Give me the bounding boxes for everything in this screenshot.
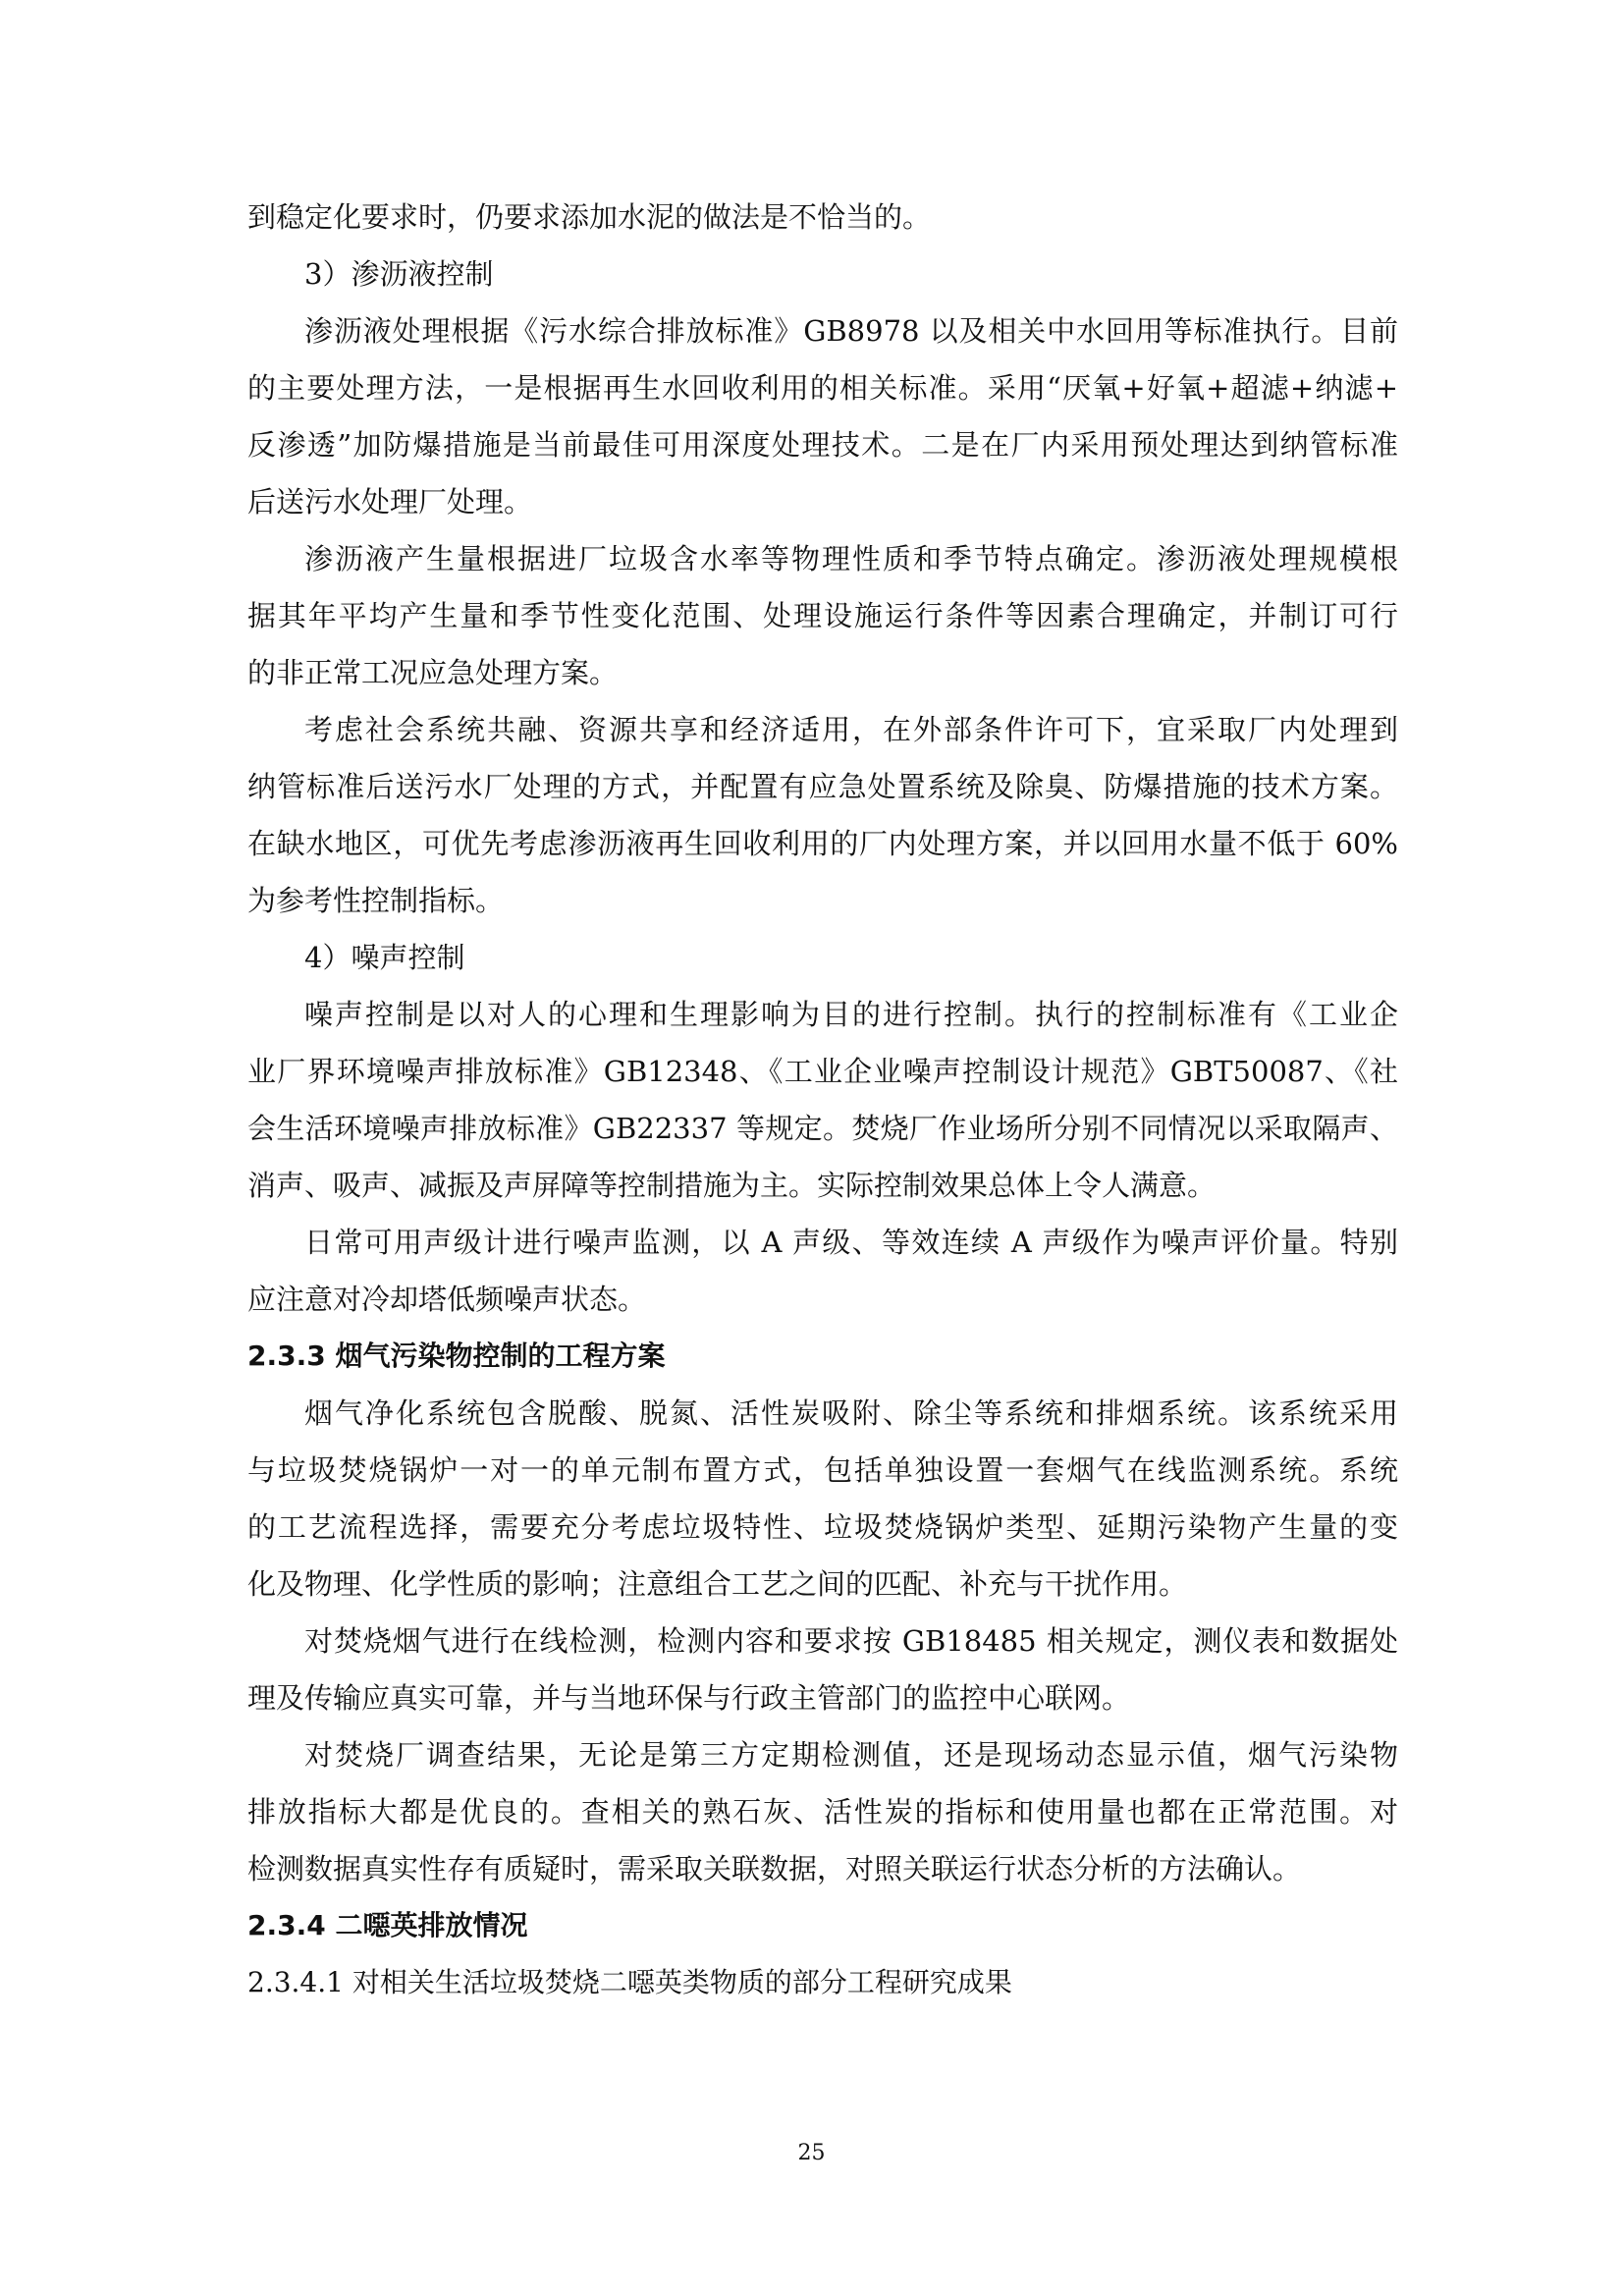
text-line: 排放指标大都是优良的。查相关的熟石灰、活性炭的指标和使用量也都在正常范围。对 [247,1795,1398,1829]
text-line: 后送污水处理厂处理。 [247,485,533,519]
text-line: 在缺水地区，可优先考虑渗沥液再生回收利用的厂内处理方案，并以回用水量不低于 60% [247,827,1398,860]
text-line: 消声、吸声、减振及声屏障等控制措施为主。实际控制效果总体上令人满意。 [247,1169,1217,1202]
text-line: 纳管标准后送污水厂处理的方式，并配置有应急处置系统及除臭、防爆措施的技术方案。 [247,770,1398,803]
text-line: 对焚烧厂调查结果，无论是第三方定期检测值，还是现场动态显示值，烟气污染物 [304,1738,1398,1772]
text-line: 日常可用声级计进行噪声监测，以 A 声级、等效连续 A 声级作为噪声评价量。特别 [304,1226,1398,1259]
text-line: 噪声控制是以对人的心理和生理影响为目的进行控制。执行的控制标准有《工业企 [304,998,1398,1031]
text-line: 的非正常工况应急处理方案。 [247,656,619,689]
text-line: 理及传输应真实可靠，并与当地环保与行政主管部门的监控中心联网。 [247,1681,1131,1715]
text-line: 烟气净化系统包含脱酸、脱氮、活性炭吸附、除尘等系统和排烟系统。该系统采用 [304,1396,1398,1430]
text-line: 应注意对冷却塔低频噪声状态。 [247,1283,647,1316]
text-line: 2.3.4 二噁英排放情况 [247,1909,528,1941]
text-line: 考虑社会系统共融、资源共享和经济适用，在外部条件许可下，宜采取厂内处理到 [304,713,1398,746]
text-line: 会生活环境噪声排放标准》GB22337 等规定。焚烧厂作业场所分别不同情况以采取隔声、 [247,1112,1398,1145]
text-line: 反渗透”加防爆措施是当前最佳可用深度处理技术。二是在厂内采用预处理达到纳管标准 [247,428,1398,462]
paragraph [247,701,1398,929]
section-heading [247,1328,1398,1385]
text-line: 与垃圾焚烧锅炉一对一的单元制布置方式，包括单独设置一套烟气在线监测系统。系统 [247,1453,1398,1487]
text-line: 为参考性控制指标。 [247,884,505,917]
text-line: 化及物理、化学性质的影响；注意组合工艺之间的匹配、补充与干扰作用。 [247,1567,1188,1601]
text-line: 4）噪声控制 [304,941,465,974]
text-line: 2.3.4.1 对相关生活垃圾焚烧二噁英类物质的部分工程研究成果 [247,1966,1012,1998]
text-line: 业厂界环境噪声排放标准》GB12348、《工业企业噪声控制设计规范》GBT50087、《社 [247,1055,1398,1088]
paragraph [247,1214,1398,1328]
subsection-heading [247,1954,1398,2011]
page-number: 25 [797,2141,826,2165]
paragraph [247,189,1398,246]
text-line: 检测数据真实性存有质疑时，需采取关联数据，对照关联运行状态分析的方法确认。 [247,1852,1302,1886]
text-line: 到稳定化要求时，仍要求添加水泥的做法是不恰当的。 [247,200,932,234]
text-line: 3）渗沥液控制 [304,257,494,291]
paragraph [247,302,1398,530]
paragraph [247,929,1398,986]
text-line: 的工艺流程选择，需要充分考虑垃圾特性、垃圾焚烧锅炉类型、延期污染物产生量的变 [247,1510,1398,1544]
section-heading [247,1897,1398,1954]
document-body [247,189,1398,2011]
text-line: 渗沥液处理根据《污水综合排放标准》GB8978 以及相关中水回用等标准执行。目前 [304,314,1398,348]
paragraph [247,1385,1398,1613]
text-line: 据其年平均产生量和季节性变化范围、处理设施运行条件等因素合理确定，并制订可行 [247,599,1398,632]
text-line: 对焚烧烟气进行在线检测，检测内容和要求按 GB18485 相关规定，测仪表和数据处 [304,1624,1398,1658]
paragraph [247,1613,1398,1726]
paragraph [247,986,1398,1214]
text-line: 2.3.3 烟气污染物控制的工程方案 [247,1339,666,1372]
paragraph [247,246,1398,302]
text-line: 的主要处理方法，一是根据再生水回收利用的相关标准。采用“厌氧+好氧+超滤+纳滤+ [247,371,1398,405]
text-line: 渗沥液产生量根据进厂垃圾含水率等物理性质和季节特点确定。渗沥液处理规模根 [304,542,1398,575]
paragraph [247,530,1398,701]
paragraph [247,1726,1398,1897]
